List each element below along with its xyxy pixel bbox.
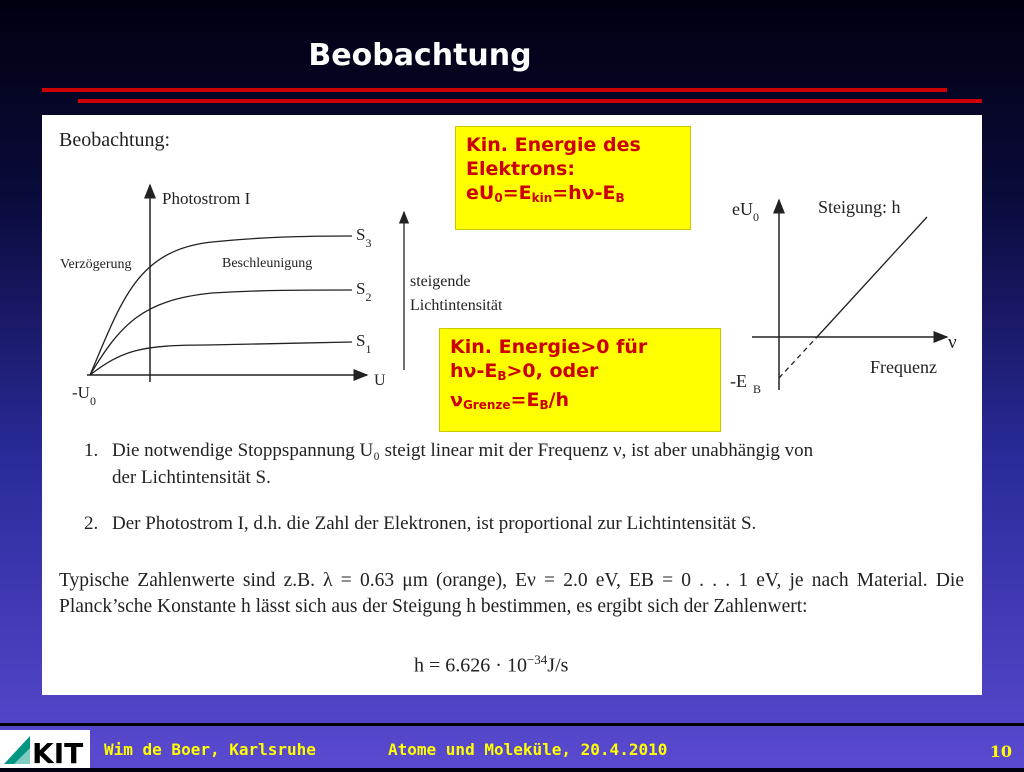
slope-line [817,217,927,337]
curve-label-s3: $S_3$ [356,225,372,250]
svg-text:KIT: KIT [32,737,84,768]
threshold-box [439,328,721,432]
x-axis-label: U [374,372,386,389]
slope-extension [779,337,817,378]
observation-1-line1: Die notwendige Stoppspannung U₀ steigt linear mit der Frequenz ν, ist aber unabhängig von [112,440,814,461]
observation-2 [84,510,964,538]
curve-s1 [90,342,352,375]
intensity-label-1: steigende [410,273,471,290]
box2-line1: Kin. Energie>0 für [450,336,648,358]
box2-line2: $h\nu-E_B>0$, oder [450,360,599,383]
slope-label: Steigung: h [818,197,901,217]
slide-title: Beobachtung [308,38,532,73]
box1-line1: Kin. Energie des [466,134,641,156]
curve-label-s2: $S_2$ [356,279,372,304]
freq-y-label: $eU_0$ [732,199,759,224]
freq-x-label: Frequenz [870,357,937,377]
origin-label: $-U_0$ [72,383,96,408]
kit-logo [0,730,90,768]
observation-2-number: 2. [84,513,99,534]
region-label-left: Verzögerung [60,257,132,272]
kit-logo-graphic [0,730,90,768]
observation-1-number: 1. [84,440,99,461]
box1-line2: Elektrons: [466,158,575,180]
curve-s2 [90,290,352,375]
footer-author: Wim de Boer, Karlsruhe [104,740,316,759]
footer-course: Atome und Moleküle, 20.4.2010 [388,740,668,759]
title-rule-top [42,88,947,92]
box1-line3: $eU_0=E_{kin}=h\nu-E_B$ [466,182,625,205]
observation-1-line2: der Lichtintensität S. [112,467,271,488]
region-label-right: Beschleunigung [222,256,313,271]
content-panel [42,115,982,695]
planck-formula: $h = 6.626 \cdot 10^{-34}J/s$ [414,652,569,677]
observation-2-line1: Der Photostrom I, d.h. die Zahl der Elektronen, ist proportional zur Lichtintensität S. [112,513,757,534]
freq-x-symbol: ν [948,332,957,353]
observation-1-text [112,437,972,491]
page-number: 10 [989,742,1012,761]
intensity-label-2: Lichtintensität [410,297,503,314]
footer-divider [0,723,1024,726]
intercept-label: -E $_B$ [730,371,762,396]
y-axis-label: Photostrom I [162,189,251,208]
curve-label-s1: $S_1$ [356,331,372,356]
observation-1 [84,437,964,493]
frequency-diagram [722,185,972,410]
typical-values-paragraph: Typische Zahlenwerte sind z.B. λ = 0.63 μm (orange), Eν = 2.0 eV, EB = 0 . . . 1 eV, je nach Material. Die Planck’sche Konstante h lässt sich aus der Steigung h bestimmen, es ergibt sich der Zahlenwert: [59,570,964,617]
box2-line3: $\nu_{Grenze}=E_B/h$ [450,389,570,412]
kinetic-energy-box [455,126,691,230]
title-rule-bottom [78,99,982,103]
panel-heading: Beobachtung: [59,129,171,151]
